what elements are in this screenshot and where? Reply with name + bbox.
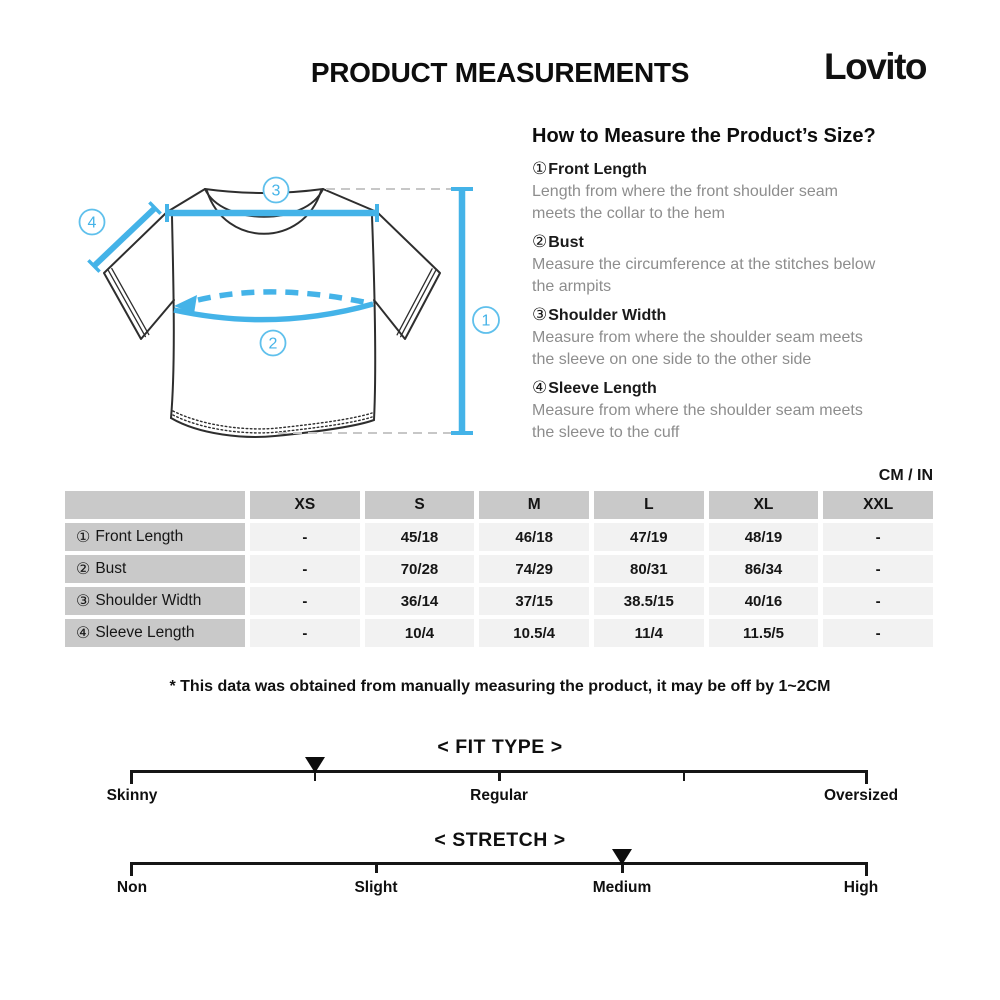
stretch-label-medium: Medium <box>592 879 652 896</box>
cuff-stitch-lines <box>108 269 435 337</box>
stretch-label-slight: Slight <box>354 879 398 896</box>
item-desc-line: meets the collar to the hem <box>532 204 725 222</box>
item-desc-line: the armpits <box>532 277 612 295</box>
row-label-shoulder-width: ③ Shoulder Width <box>65 587 245 615</box>
scale-tick <box>130 862 133 876</box>
row-label-sleeve-length: ④ Sleeve Length <box>65 619 245 647</box>
howto-item-shoulder-width <box>532 303 962 370</box>
value-cell: - <box>823 555 933 583</box>
fit-type-scale-line <box>130 770 868 773</box>
scale-tick <box>130 770 133 784</box>
value-cell: 38.5/15 <box>594 587 704 615</box>
scale-tick <box>865 862 868 876</box>
value-cell: 74/29 <box>479 555 589 583</box>
badge-3-number: 3 <box>271 182 281 200</box>
table-header-cell-xxl: XXL <box>823 491 933 519</box>
fit-label-skinny: Skinny <box>106 787 158 804</box>
table-header-cell-xl: XL <box>709 491 819 519</box>
value-cell: 40/16 <box>709 587 819 615</box>
value-cell: - <box>250 587 360 615</box>
value-cell: - <box>250 619 360 647</box>
size-table <box>65 491 933 647</box>
disclaimer-note: * This data was obtained from manually measuring the product, it may be off by 1~2CM <box>169 678 831 695</box>
bust-ellipse-front <box>174 304 373 320</box>
stretch-marker <box>612 849 632 865</box>
scale-tick <box>683 770 686 781</box>
page-title: PRODUCT MEASUREMENTS <box>310 57 690 88</box>
howto-item-front-length <box>532 157 962 224</box>
value-cell: 10.5/4 <box>479 619 589 647</box>
tshirt-diagram <box>60 150 520 470</box>
item-desc-line: Measure from where the shoulder seam meets <box>532 402 863 419</box>
scale-tick <box>498 770 501 781</box>
badge-1-number: 1 <box>481 312 491 330</box>
how-to-measure-title: How to Measure the Product’s Size? <box>532 125 876 147</box>
stretch-label-high: High <box>843 879 879 896</box>
stretch-label-non: Non <box>116 879 148 896</box>
item-label: Front Length <box>548 161 647 178</box>
item-label: Shoulder Width <box>548 307 667 324</box>
table-header-cell-s: S <box>365 491 475 519</box>
fit-type-title: < FIT TYPE > <box>437 736 563 758</box>
scale-tick <box>865 770 868 784</box>
value-cell: - <box>823 619 933 647</box>
fit-label-oversized: Oversized <box>823 787 899 804</box>
item-desc-line: the sleeve to the cuff <box>532 423 680 441</box>
value-cell: 48/19 <box>709 523 819 551</box>
stretch-title: < STRETCH > <box>434 829 566 851</box>
value-cell: - <box>250 555 360 583</box>
scale-tick <box>375 862 378 873</box>
value-cell: 80/31 <box>594 555 704 583</box>
tshirt-outline <box>104 189 440 437</box>
item-number: ② <box>532 232 548 251</box>
item-desc-line: Measure from where the shoulder seam meets <box>532 329 863 346</box>
item-desc-line: the sleeve on one side to the other side <box>532 350 812 368</box>
item-label: Bust <box>548 234 584 251</box>
value-cell: 45/18 <box>365 523 475 551</box>
value-cell: 47/19 <box>594 523 704 551</box>
badge-4-number: 4 <box>87 214 97 232</box>
item-number: ① <box>532 159 548 178</box>
item-number: ③ <box>532 305 548 324</box>
table-header-cell-xs: XS <box>250 491 360 519</box>
value-cell: 36/14 <box>365 587 475 615</box>
bust-ellipse-back <box>198 292 373 304</box>
annotation-badges <box>80 178 500 356</box>
value-cell: - <box>823 587 933 615</box>
item-label: Sleeve Length <box>548 380 657 397</box>
guide-dashed-lines <box>278 189 451 433</box>
measurement-annotations <box>88 189 473 433</box>
item-desc-line: Length from where the front shoulder seam <box>532 183 838 200</box>
value-cell: 10/4 <box>365 619 475 647</box>
value-cell: 11.5/5 <box>709 619 819 647</box>
how-to-measure-section <box>532 124 962 449</box>
item-desc-line: Measure the circumference at the stitches below <box>532 256 876 273</box>
stretch-scale-line <box>130 862 868 865</box>
value-cell: - <box>250 523 360 551</box>
value-cell: 46/18 <box>479 523 589 551</box>
units-label: CM / IN <box>878 467 933 484</box>
value-cell: 37/15 <box>479 587 589 615</box>
value-cell: - <box>823 523 933 551</box>
item-number: ④ <box>532 378 548 397</box>
fit-type-marker <box>305 757 325 773</box>
howto-item-sleeve-length <box>532 376 962 443</box>
brand-logo: Lovito <box>824 46 926 87</box>
value-cell: 86/34 <box>709 555 819 583</box>
table-header-cell-m: M <box>479 491 589 519</box>
table-header-cell-l: L <box>594 491 704 519</box>
value-cell: 11/4 <box>594 619 704 647</box>
howto-item-bust <box>532 230 962 297</box>
row-label-bust: ② Bust <box>65 555 245 583</box>
value-cell: 70/28 <box>365 555 475 583</box>
badge-2-number: 2 <box>268 335 278 353</box>
row-label-front-length: ① Front Length <box>65 523 245 551</box>
fit-label-regular: Regular <box>470 787 528 804</box>
table-header-cell <box>65 491 245 519</box>
